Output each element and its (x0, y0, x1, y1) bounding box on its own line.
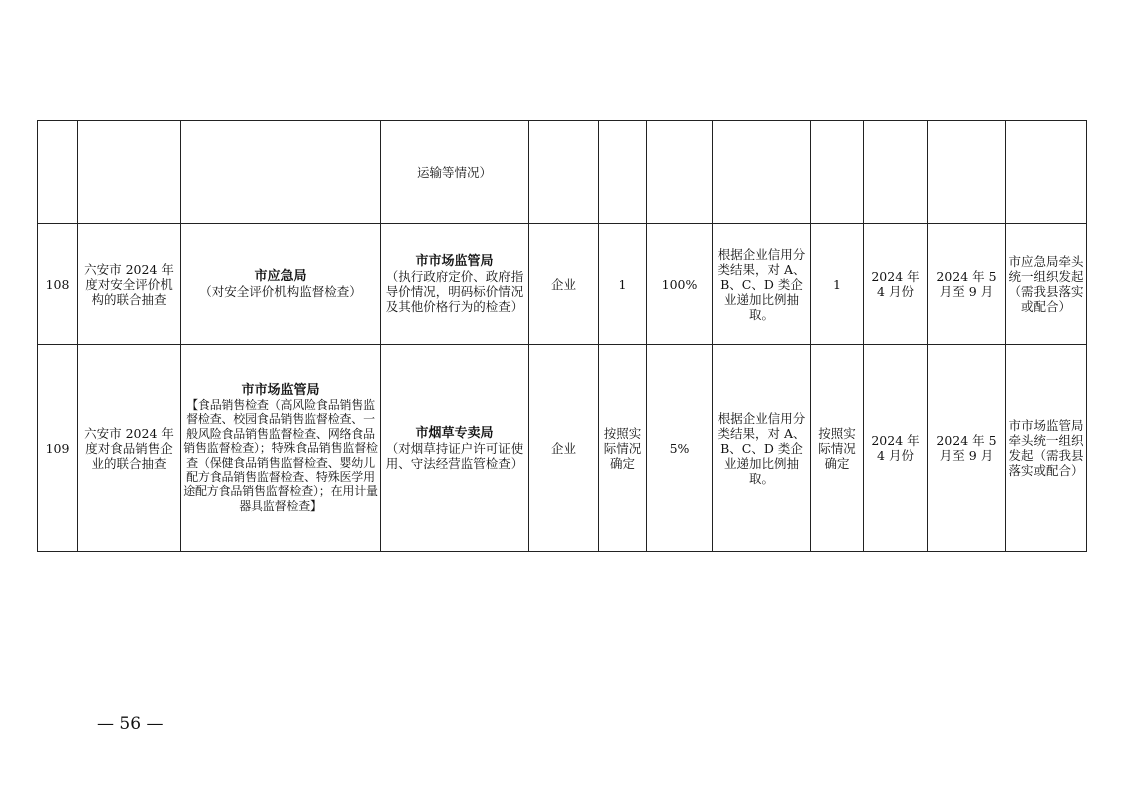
row-number-cell (38, 121, 78, 224)
lead-department-desc: 【食品销售检查（高风险食品销售监督检查、校园食品销售监督检查、一般风险食品销售监督检查、网络食品销售监督检查）；特殊食品销售监督检查（保健食品销售监督检查、婴幼儿配方食品销售监督检查、特殊医学用途配方食品销售监督检查）；在用计量器具监督检查】 (183, 397, 378, 513)
joint-department-cell (381, 121, 529, 224)
sampling-method-cell (713, 121, 811, 224)
report-time-cell: 2024 年 4 月份 (864, 345, 928, 552)
task-name-cell: 六安市 2024 年度对食品销售企业的联合抽查 (78, 345, 181, 552)
lead-department-name: 市应急局 (254, 269, 307, 284)
inspection-object-cell (529, 121, 599, 224)
sampling-method-cell: 根据企业信用分类结果，对 A、B、C、D 类企业递加比例抽取。 (713, 345, 811, 552)
inspection-plan-table (37, 120, 1087, 552)
lead-department-cell (181, 121, 381, 224)
joint-department-desc: 运输等情况） (416, 164, 492, 180)
sample-count-cell (811, 121, 864, 224)
remark-cell (1006, 121, 1087, 224)
page-number: — 56 — (97, 714, 164, 734)
joint-department-cell (381, 224, 529, 345)
lead-department-name: 市市场监管局 (241, 382, 320, 398)
sample-count-cell: 1 (811, 224, 864, 345)
joint-department-desc: （对烟草持证户许可证使用、守法经营监管检查） (385, 440, 524, 471)
lead-department-cell (181, 345, 381, 552)
inspection-object-cell: 企业 (529, 345, 599, 552)
sample-count-cell: 按照实际情况确定 (811, 345, 864, 552)
task-name-cell: 六安市 2024 年度对安全评价机构的联合抽查 (78, 224, 181, 345)
inspection-count-cell: 按照实际情况确定 (599, 345, 647, 552)
joint-department-cell (381, 345, 529, 552)
remark-cell: 市应急局牵头统一组织发起（需我县落实或配合） (1006, 224, 1087, 345)
table-row (38, 121, 1087, 224)
inspection-ratio-cell: 100% (647, 224, 713, 345)
inspection-ratio-cell: 5% (647, 345, 713, 552)
table-row (38, 345, 1087, 552)
inspection-ratio-cell (647, 121, 713, 224)
lead-department-desc: （对安全评价机构监督检查） (199, 284, 362, 299)
remark-cell: 市市场监管局牵头统一组织发起（需我县落实或配合） (1006, 345, 1087, 552)
inspection-count-cell: 1 (599, 224, 647, 345)
inspection-count-cell (599, 121, 647, 224)
implementation-period-cell: 2024 年 5 月至 9 月 (928, 224, 1006, 345)
table-row (38, 224, 1087, 345)
joint-department-name: 市市场监管局 (415, 254, 494, 269)
sampling-method-cell: 根据企业信用分类结果，对 A、B、C、D 类企业递加比例抽取。 (713, 224, 811, 345)
joint-department-desc: （执行政府定价、政府指导价情况，明码标价情况及其他价格行为的检查） (385, 269, 524, 314)
implementation-period-cell (928, 121, 1006, 224)
report-time-cell (864, 121, 928, 224)
lead-department-cell (181, 224, 381, 345)
row-number-cell: 109 (38, 345, 78, 552)
task-name-cell (78, 121, 181, 224)
inspection-object-cell: 企业 (529, 224, 599, 345)
joint-department-name: 市烟草专卖局 (415, 425, 494, 441)
implementation-period-cell: 2024 年 5 月至 9 月 (928, 345, 1006, 552)
report-time-cell: 2024 年 4 月份 (864, 224, 928, 345)
row-number-cell: 108 (38, 224, 78, 345)
